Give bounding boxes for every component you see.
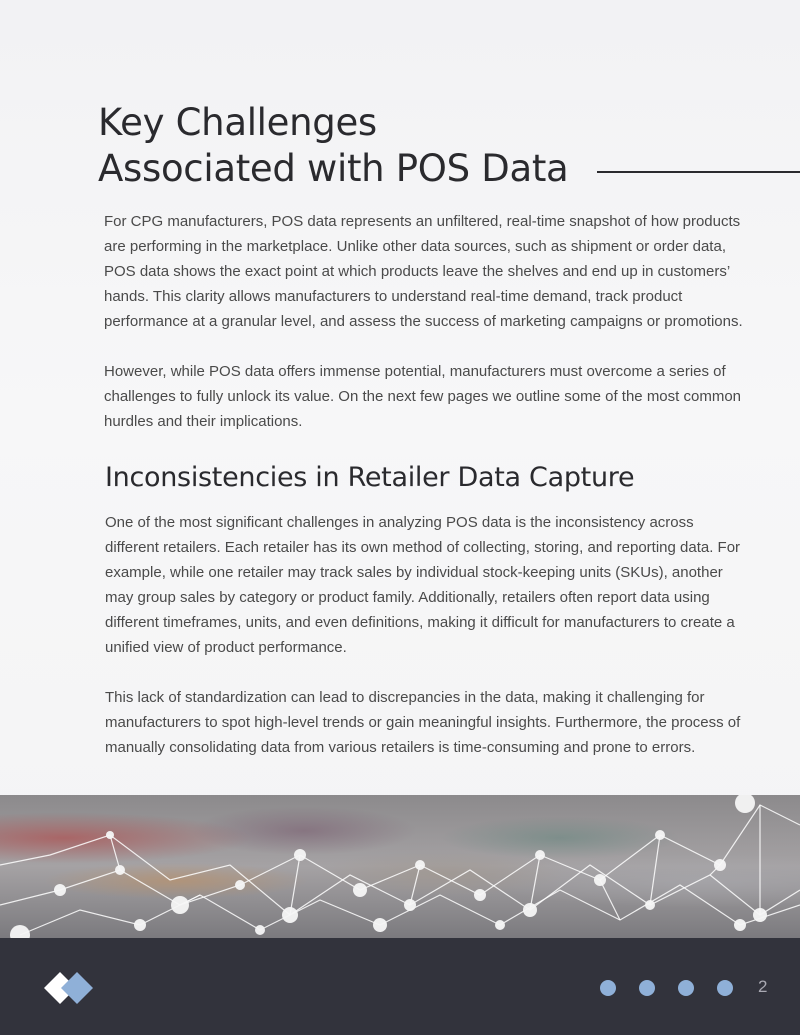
page-title-line-2: Associated with POS Data [98, 147, 569, 190]
page-indicator-dot [600, 980, 616, 996]
page-indicator-dot [639, 980, 655, 996]
page-title [98, 100, 618, 192]
section-paragraph-2: This lack of standardization can lead to discrepancies in the data, making it challenging for manufacturers to spot high-level trends or gain meaningful insights. Furthermore, the process of manually consolidating data from various retailers is time-consuming and prone to errors. [105, 689, 741, 756]
section-paragraph-1: One of the most significant challenges in analyzing POS data is the inconsistency across different retailers. Each retailer has its own method of collecting, storing, and reporting data. For example, while one retailer may track sales by individual stock-keeping units (SKUs), another may group sales by category or product family. Additionally, retailers often report data using different timeframes, units, and even definitions, making it difficult for manufacturers to create a unified view of product performance. [105, 514, 741, 656]
network-lines-graphic [0, 795, 800, 938]
diamond-logo-icon [44, 972, 94, 1004]
section-heading: Inconsistencies in Retailer Data Capture [105, 462, 635, 493]
title-divider [597, 171, 800, 173]
page-title-line-1: Key Challenges [98, 101, 377, 144]
intro-paragraph: For CPG manufacturers, POS data represents an unfiltered, real-time snapshot of how products are performing in the marketplace. Unlike other data sources, such as shipment or order data, POS data shows the exact point at which products leave the shelves and end up in customers’ hands. This clarity allows manufacturers to understand real-time demand, track product performance at a granular level, and assess the success of marketing campaigns or promotions. [104, 213, 743, 330]
however-paragraph: However, while POS data offers immense potential, manufacturers must overcome a series of challenges to fully unlock its value. On the next few pages we outline some of the most common hurdles and their implications. [104, 363, 742, 430]
page-indicator-dots [600, 980, 733, 996]
network-photo-banner [0, 795, 800, 938]
page-indicator-dot [678, 980, 694, 996]
page-indicator-dot [717, 980, 733, 996]
page-number: 2 [758, 977, 768, 996]
